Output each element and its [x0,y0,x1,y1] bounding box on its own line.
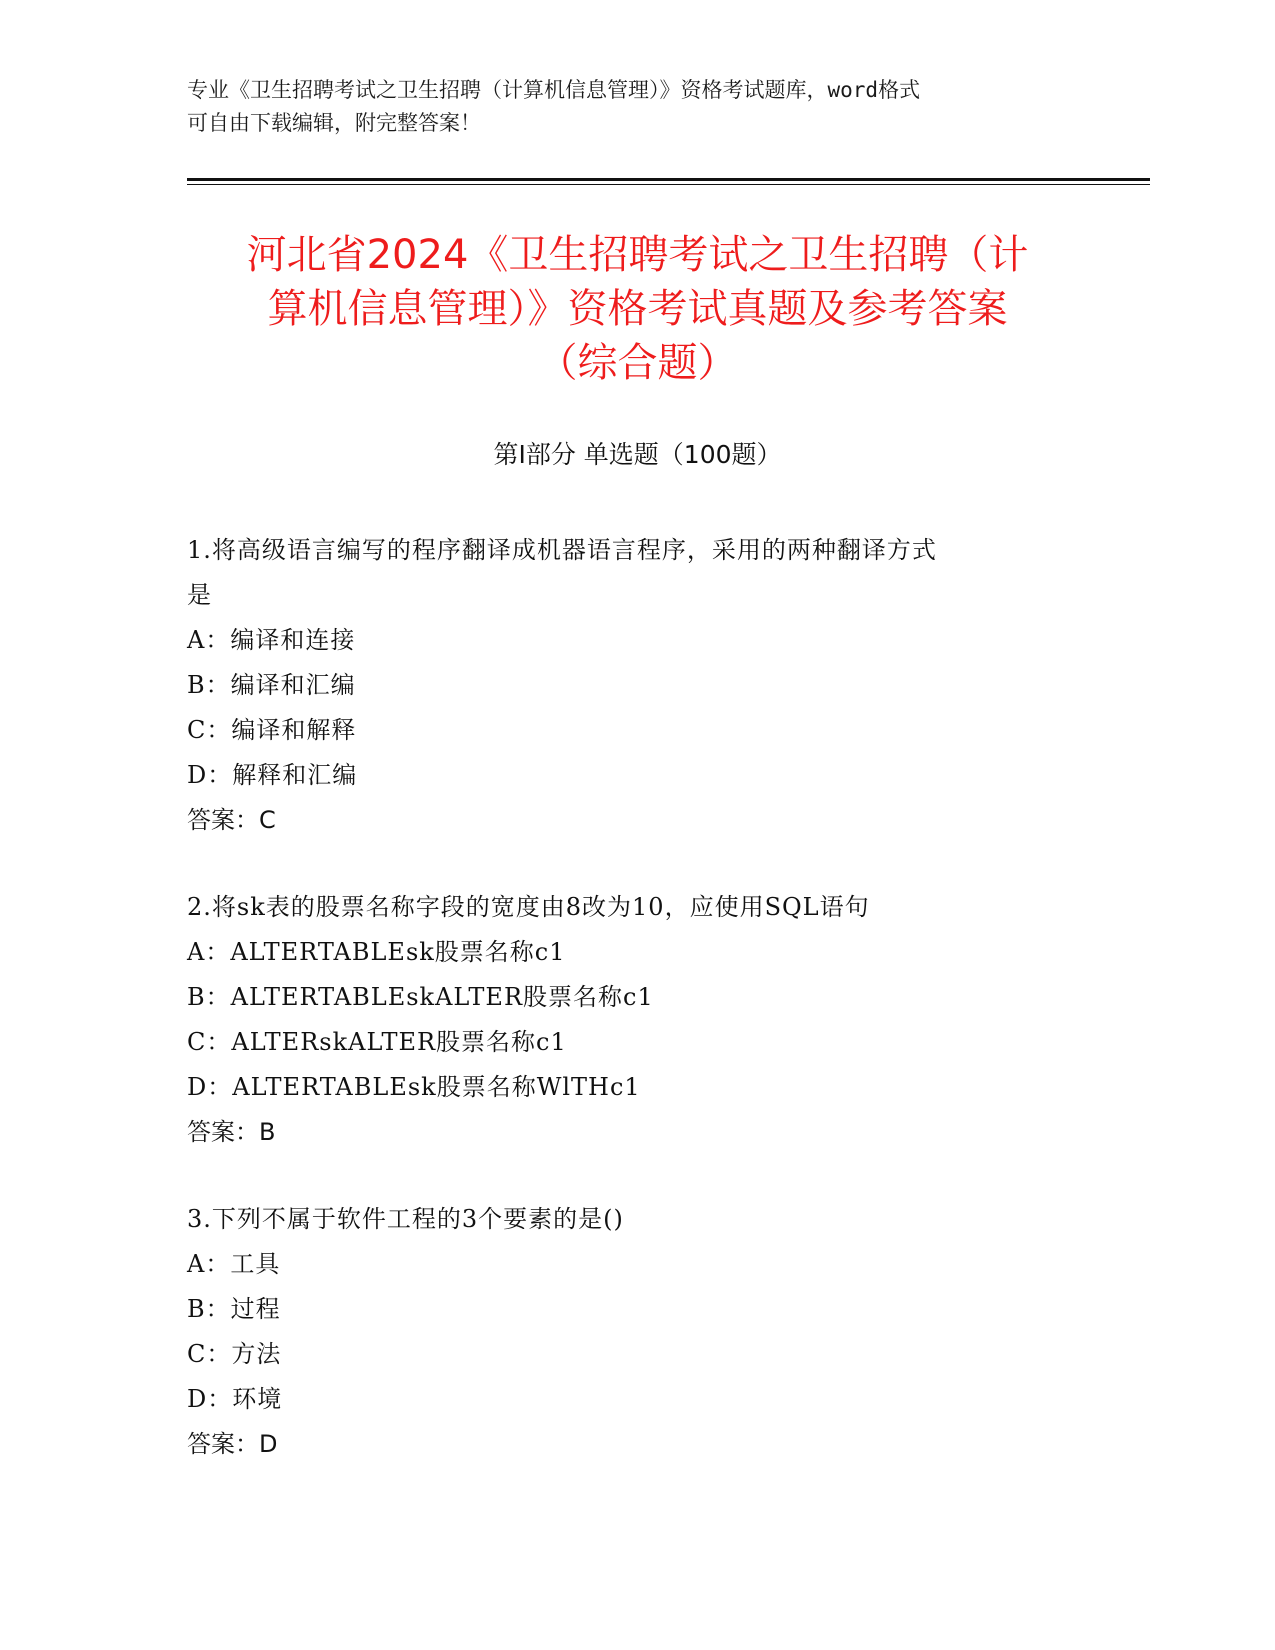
header-note-line-1: 专业《卫生招聘考试之卫生招聘（计算机信息管理）》资格考试题库，word格式 [187,78,921,102]
header-divider-thick [187,178,1150,181]
option-d: D：环境 [187,1385,283,1413]
option-a: A：工具 [187,1250,281,1278]
option-b: B：过程 [187,1295,281,1323]
answer: 答案：C [187,806,276,834]
question-2 [187,885,1088,1155]
option-d: D：ALTERTABLEsk股票名称WlTHc1 [187,1073,641,1101]
question-stem: 是 [187,581,212,609]
option-c: C：ALTERskALTER股票名称c1 [187,1028,567,1056]
option-c: C：编译和解释 [187,716,357,744]
question-stem: 1.将高级语言编写的程序翻译成机器语言程序，采用的两种翻译方式 [187,536,937,564]
section-title: 第Ⅰ部分 单选题（100题） [493,440,782,469]
document-title-line-1: 河北省2024《卫生招聘考试之卫生招聘（计 [246,232,1029,278]
option-a: A：编译和连接 [187,626,356,654]
question-gap [187,1155,1088,1197]
question-gap [187,843,1088,885]
question-list [187,528,1088,1467]
document-title [180,228,1095,390]
document-title-line-3: （综合题） [537,340,738,386]
question-stem: 2.将sk表的股票名称字段的宽度由8改为10，应使用SQL语句 [187,893,870,921]
option-a: A：ALTERTABLEsk股票名称c1 [187,938,566,966]
header-note [187,74,1067,140]
question-3 [187,1197,1088,1467]
answer: 答案：D [187,1430,278,1458]
option-c: C：方法 [187,1340,282,1368]
option-d: D：解释和汇编 [187,761,358,789]
option-b: B：ALTERTABLEskALTER股票名称c1 [187,983,654,1011]
header-note-line-2: 可自由下载编辑，附完整答案！ [187,111,481,135]
document-title-line-2: 算机信息管理）》资格考试真题及参考答案 [267,286,1008,332]
question-stem: 3.下列不属于软件工程的3个要素的是() [187,1205,624,1233]
answer: 答案：B [187,1118,276,1146]
option-b: B：编译和汇编 [187,671,356,699]
question-1 [187,528,1088,843]
header-divider-thin [187,184,1150,185]
